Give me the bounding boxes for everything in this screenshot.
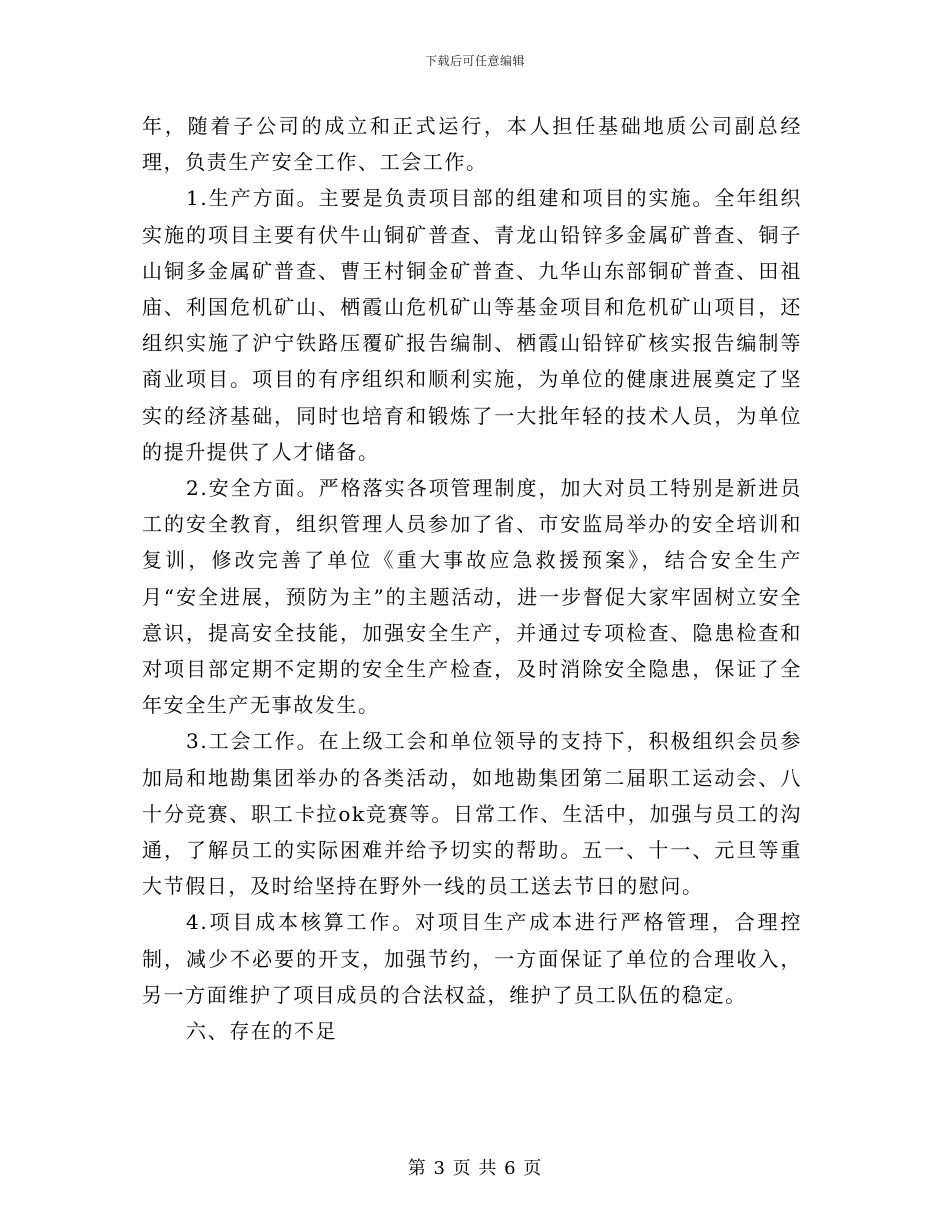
paragraph-union: 3.工会工作。在上级工会和单位领导的支持下，积极组织会员参加局和地勘集团举办的各类活动，如地勘集团第二届职工运动会、八十分竞赛、职工卡拉ok竞赛等。日常工作、生活中，加强与员工的沟通，了解员工的实际困难并给予切实的帮助。五一、十一、元旦等重大节假日，及时给坚持在野外一线的员工送去节日的慰问。: [142, 729, 802, 899]
paragraph-production: 1.生产方面。主要是负责项目部的组建和项目的实施。全年组织实施的项目主要有伏牛山铜矿普查、青龙山铅锌多金属矿普查、铜子山铜多金属矿普查、曹王村铜金矿普查、九华山东部铜矿普查、田祖庙、利国危机矿山、栖霞山危机矿山等基金项目和危机矿山项目，还组织实施了沪宁铁路压覆矿报告编制、栖霞山铅锌矿核实报告编制等商业项目。项目的有序组织和顺利实施，为单位的健康进展奠定了坚实的经济基础，同时也培育和锻炼了一大批年轻的技术人员，为单位的提升提供了人才储备。: [142, 186, 802, 464]
section-heading-shortcomings: 六、存在的不足: [186, 1019, 338, 1044]
paragraph-safety: 2.安全方面。严格落实各项管理制度，加大对员工特别是新进员工的安全教育，组织管理人员参加了省、市安监局举办的安全培训和复训，修改完善了单位《重大事故应急救援预案》，结合安全生产月“安全进展，预防为主”的主题活动，进一步督促大家牢固树立安全意识，提高安全技能，加强安全生产，并通过专项检查、隐患检查和对项目部定期不定期的安全生产检查，及时消除安全隐患，保证了全年安全生产无事故发生。: [142, 476, 802, 718]
page-header-note: 下载后可任意编辑: [424, 54, 525, 68]
page-number: 第 3 页 共 6 页: [407, 1158, 543, 1179]
paragraph-cost: 4.项目成本核算工作。对项目生产成本进行严格管理，合理控制，减少不必要的开支，加强节约，一方面保证了单位的合理收入，另一方面维护了项目成员的合法权益，维护了员工队伍的稳定。: [142, 910, 802, 1007]
paragraph-intro: 年，随着子公司的成立和正式运行，本人担任基础地质公司副总经理，负责生产安全工作、工会工作。: [142, 114, 802, 175]
document-body: [142, 108, 802, 1049]
